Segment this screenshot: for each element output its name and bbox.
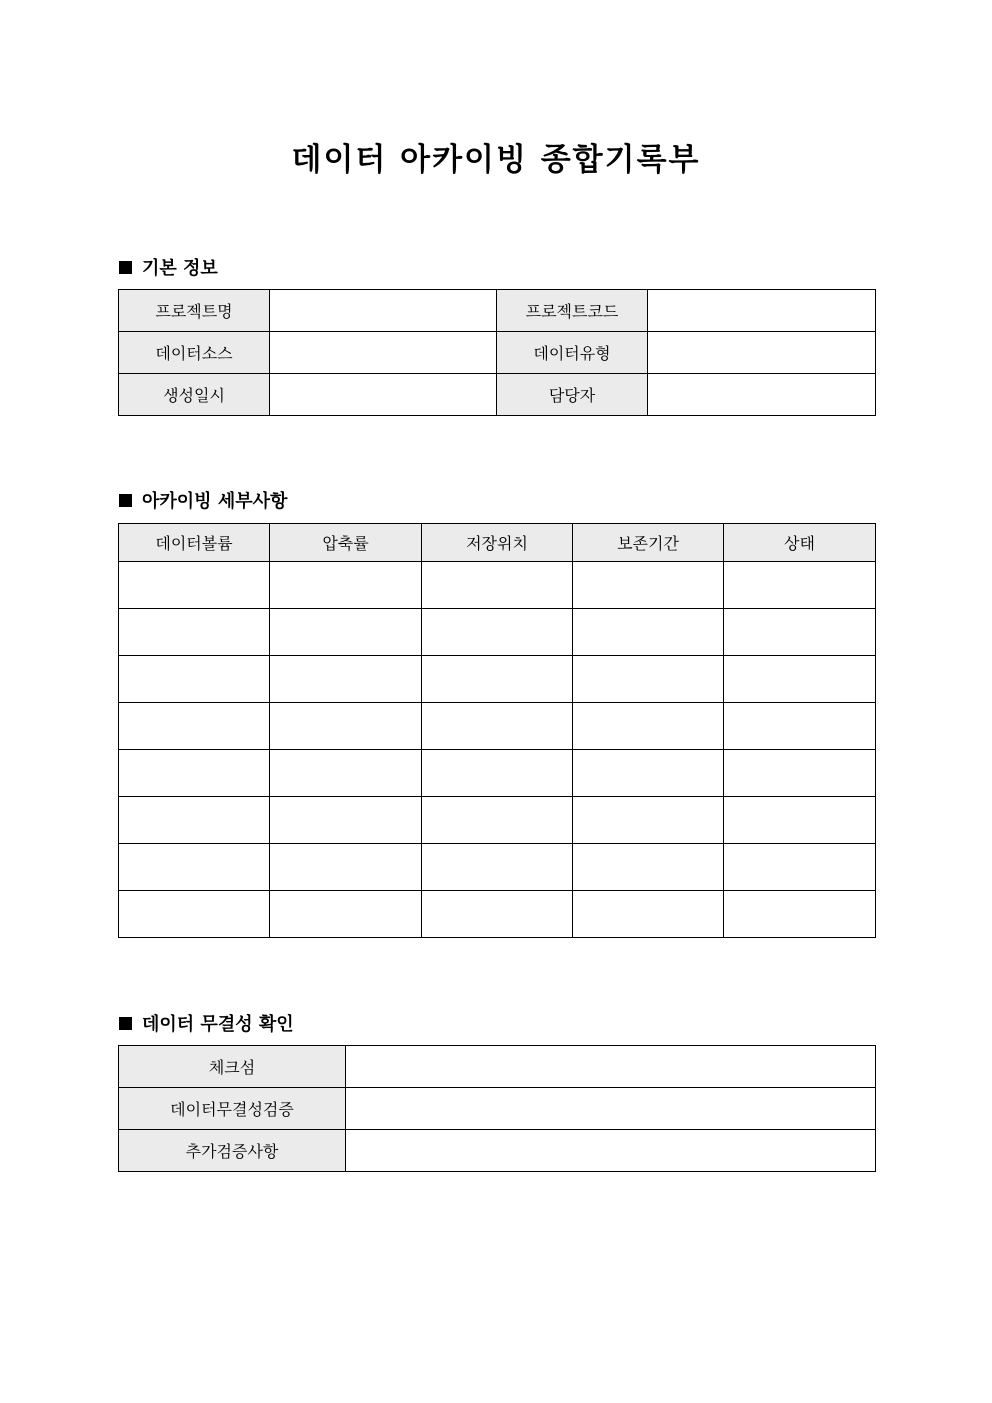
archive-details-heading: [119, 487, 287, 513]
cell-status[interactable]: [724, 797, 876, 844]
archive-details-header-row: [119, 524, 876, 562]
data-source-label: 데이터소스: [119, 332, 270, 374]
cell-compression-ratio[interactable]: [270, 703, 422, 750]
additional-verification-label: 추가검증사항: [119, 1130, 346, 1172]
archive-details-heading-label: 아카이빙 세부사항: [142, 491, 288, 512]
project-code-field[interactable]: [648, 290, 876, 332]
integrity-table: [118, 1045, 876, 1172]
cell-compression-ratio[interactable]: [270, 562, 422, 609]
column-header-data-volume: 데이터볼륨: [119, 524, 270, 562]
cell-storage-location[interactable]: [422, 750, 573, 797]
checksum-field[interactable]: [346, 1046, 876, 1088]
project-code-label: 프로젝트코드: [497, 290, 648, 332]
square-bullet-icon: [119, 261, 132, 274]
cell-data-volume[interactable]: [119, 797, 270, 844]
cell-status[interactable]: [724, 891, 876, 938]
cell-status[interactable]: [724, 609, 876, 656]
cell-retention-period[interactable]: [573, 703, 724, 750]
cell-retention-period[interactable]: [573, 562, 724, 609]
square-bullet-icon: [119, 494, 132, 507]
cell-storage-location[interactable]: [422, 797, 573, 844]
cell-compression-ratio[interactable]: [270, 844, 422, 891]
cell-status[interactable]: [724, 656, 876, 703]
checksum-label: 체크섬: [119, 1046, 346, 1088]
cell-compression-ratio[interactable]: [270, 656, 422, 703]
cell-compression-ratio[interactable]: [270, 750, 422, 797]
basic-info-row: [119, 332, 876, 374]
cell-storage-location[interactable]: [422, 703, 573, 750]
cell-data-volume[interactable]: [119, 703, 270, 750]
basic-info-row: [119, 290, 876, 332]
data-type-label: 데이터유형: [497, 332, 648, 374]
basic-info-row: [119, 374, 876, 416]
cell-data-volume[interactable]: [119, 656, 270, 703]
column-header-storage-location: 저장위치: [422, 524, 573, 562]
integrity-row: [119, 1130, 876, 1172]
integrity-row: [119, 1088, 876, 1130]
integrity-verification-field[interactable]: [346, 1088, 876, 1130]
cell-retention-period[interactable]: [573, 609, 724, 656]
table-row: [119, 656, 876, 703]
cell-retention-period[interactable]: [573, 844, 724, 891]
cell-storage-location[interactable]: [422, 891, 573, 938]
table-row: [119, 750, 876, 797]
table-row: [119, 797, 876, 844]
cell-status[interactable]: [724, 562, 876, 609]
integrity-row: [119, 1046, 876, 1088]
cell-compression-ratio[interactable]: [270, 891, 422, 938]
cell-compression-ratio[interactable]: [270, 609, 422, 656]
table-row: [119, 703, 876, 750]
created-at-label: 생성일시: [119, 374, 270, 416]
manager-label: 담당자: [497, 374, 648, 416]
integrity-heading: [119, 1010, 294, 1036]
table-row: [119, 844, 876, 891]
cell-retention-period[interactable]: [573, 750, 724, 797]
cell-compression-ratio[interactable]: [270, 797, 422, 844]
integrity-heading-label: 데이터 무결성 확인: [142, 1014, 294, 1035]
data-source-field[interactable]: [270, 332, 497, 374]
manager-field[interactable]: [648, 374, 876, 416]
cell-status[interactable]: [724, 844, 876, 891]
cell-retention-period[interactable]: [573, 656, 724, 703]
cell-status[interactable]: [724, 750, 876, 797]
square-bullet-icon: [119, 1017, 132, 1030]
cell-retention-period[interactable]: [573, 891, 724, 938]
column-header-retention-period: 보존기간: [573, 524, 724, 562]
column-header-status: 상태: [724, 524, 876, 562]
cell-retention-period[interactable]: [573, 797, 724, 844]
column-header-compression-ratio: 압축률: [270, 524, 422, 562]
table-row: [119, 562, 876, 609]
cell-status[interactable]: [724, 703, 876, 750]
cell-storage-location[interactable]: [422, 844, 573, 891]
basic-info-table: [118, 289, 876, 416]
table-row: [119, 891, 876, 938]
project-name-label: 프로젝트명: [119, 290, 270, 332]
created-at-field[interactable]: [270, 374, 497, 416]
basic-info-heading: [119, 254, 218, 280]
cell-storage-location[interactable]: [422, 562, 573, 609]
cell-data-volume[interactable]: [119, 562, 270, 609]
project-name-field[interactable]: [270, 290, 497, 332]
data-type-field[interactable]: [648, 332, 876, 374]
additional-verification-field[interactable]: [346, 1130, 876, 1172]
integrity-verification-label: 데이터무결성검증: [119, 1088, 346, 1130]
cell-storage-location[interactable]: [422, 609, 573, 656]
document-title: 데이터 아카이빙 종합기록부: [291, 142, 701, 178]
cell-data-volume[interactable]: [119, 891, 270, 938]
cell-storage-location[interactable]: [422, 656, 573, 703]
table-row: [119, 609, 876, 656]
basic-info-heading-label: 기본 정보: [142, 258, 218, 279]
cell-data-volume[interactable]: [119, 609, 270, 656]
cell-data-volume[interactable]: [119, 750, 270, 797]
archive-details-table: [118, 523, 876, 938]
cell-data-volume[interactable]: [119, 844, 270, 891]
